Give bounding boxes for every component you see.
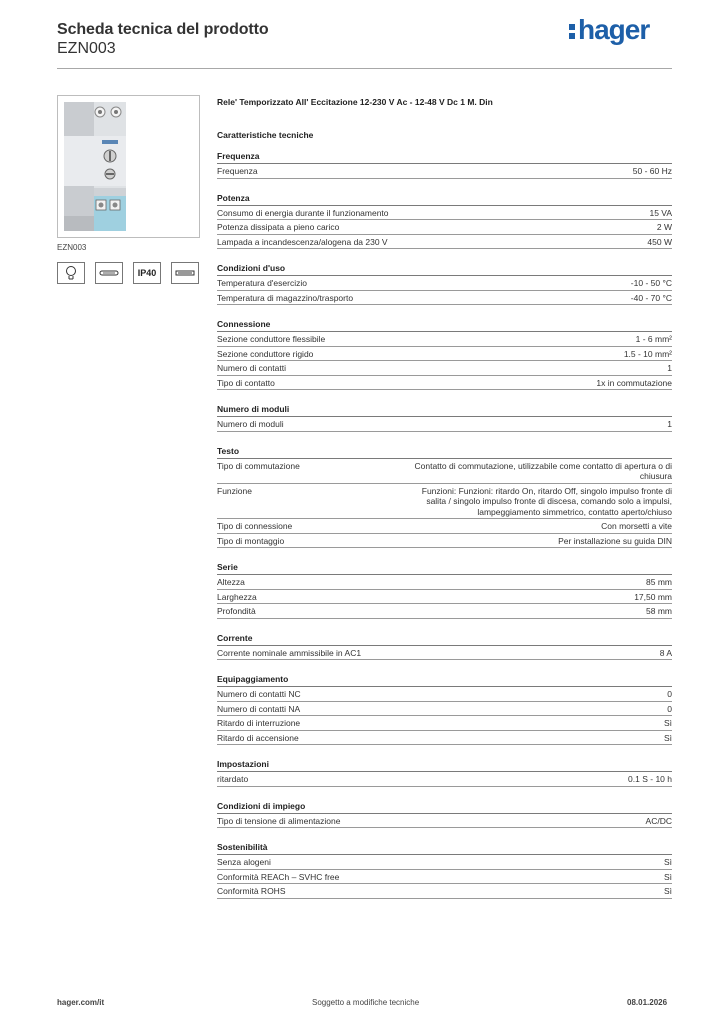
spec-label: Ritardo di accensione: [217, 732, 299, 743]
spec-label: Altezza: [217, 577, 245, 587]
spec-group-title: Condizioni di impiego: [217, 801, 672, 814]
header-divider: [57, 68, 672, 69]
spec-label: Temperatura di magazzino/trasporto: [217, 292, 354, 303]
spec-label: Senza alogeni: [217, 857, 271, 867]
spec-label: Lampada a incandescenza/alogena da 230 V: [217, 236, 388, 247]
spec-value: 1: [667, 419, 672, 429]
spec-row: [217, 534, 672, 549]
spec-value: 50 - 60 Hz: [632, 166, 672, 176]
footer-date: 08.01.2026: [627, 998, 668, 1007]
spec-label: Sezione conduttore flessibile: [217, 334, 326, 344]
spec-group: [217, 263, 672, 305]
footer-disclaimer: Soggetto a modifiche tecniche: [312, 998, 420, 1007]
lamp-icon: [57, 262, 85, 284]
product-description: Rele' Temporizzato All' Eccitazione 12-230 V Ac - 12-48 V Dc 1 M. Din: [217, 97, 493, 107]
spec-row: [217, 575, 672, 590]
spec-label: Tipo di commutazione: [217, 460, 300, 471]
spec-row: [217, 604, 672, 619]
ip-rating-badge: IP40: [133, 262, 161, 284]
hager-logo: [569, 14, 649, 46]
spec-group-title: Condizioni d'uso: [217, 263, 672, 276]
spec-label: Sezione conduttore rigido: [217, 348, 314, 359]
spec-group: [217, 193, 672, 250]
spec-row: [217, 332, 672, 347]
photo-caption: EZN003: [57, 243, 87, 252]
spec-label: Numero di contatti: [217, 363, 286, 373]
spec-group: [217, 674, 672, 745]
spec-value: Per installazione su guida DIN: [558, 535, 672, 546]
spec-value: Contatto di commutazione, utilizzabile come contatto di apertura o di chiusura: [414, 460, 672, 481]
spec-label: Tipo di contatto: [217, 377, 275, 388]
spec-group-title: Frequenza: [217, 151, 672, 164]
spec-label: Consumo di energia durante il funzionamento: [217, 207, 389, 218]
spec-value: -10 - 50 °C: [630, 278, 672, 288]
spec-row: [217, 347, 672, 362]
spec-group: [217, 842, 672, 899]
spec-row: [217, 855, 672, 870]
spec-row: [217, 772, 672, 787]
spec-label: Numero di moduli: [217, 419, 284, 429]
wire-rigid-icon: [171, 262, 199, 284]
spec-row: [217, 484, 672, 520]
spec-value: Funzioni: Funzioni: ritardo On, ritardo Off, singolo impulso fronte di salita / singolo impulso fronte di discesa, comando solo a impulsi, lampeggiamento simmetrico, contatto aperto/chiuso: [421, 485, 672, 517]
spec-value: 0: [667, 689, 672, 699]
spec-label: Frequenza: [217, 166, 258, 176]
spec-label: Conformità REACh – SVHC free: [217, 871, 340, 882]
spec-group-title: Numero di moduli: [217, 404, 672, 417]
spec-group-title: Connessione: [217, 319, 672, 332]
spec-row: [217, 731, 672, 746]
spec-row: [217, 590, 672, 605]
spec-value: 1: [667, 363, 672, 373]
spec-group: [217, 562, 672, 619]
spec-label: Larghezza: [217, 591, 257, 602]
spec-row: [217, 291, 672, 306]
spec-row: [217, 276, 672, 291]
spec-row: [217, 235, 672, 250]
spec-group-title: Testo: [217, 446, 672, 459]
spec-value: 17,50 mm: [634, 591, 672, 602]
spec-label: Profondità: [217, 606, 256, 616]
spec-value: AC/DC: [645, 815, 672, 826]
spec-value: 0.1 S - 10 h: [628, 774, 672, 784]
feature-icons: [57, 262, 199, 284]
spec-value: Sì: [663, 732, 672, 743]
spec-group: [217, 633, 672, 661]
spec-group-title: Equipaggiamento: [217, 674, 672, 687]
product-photo: [57, 95, 200, 238]
spec-row: [217, 376, 672, 391]
page-title: Scheda tecnica del prodotto: [57, 21, 269, 38]
spec-value: Sì: [663, 886, 672, 896]
spec-label: Potenza dissipata a pieno carico: [217, 222, 340, 232]
logo-text: hager: [578, 14, 650, 45]
spec-value: 15 VA: [649, 207, 672, 218]
spec-row: [217, 164, 672, 179]
spec-value: 58 mm: [646, 606, 672, 616]
spec-row: [217, 206, 672, 221]
spec-value: Sì: [663, 871, 672, 882]
spec-row: [217, 814, 672, 829]
spec-value: Con morsetti a vite: [601, 521, 672, 531]
spec-value: 8 A: [659, 647, 672, 658]
spec-group-title: Serie: [217, 562, 672, 575]
spec-group-title: Potenza: [217, 193, 672, 206]
spec-group-title: Corrente: [217, 633, 672, 646]
spec-content: [217, 95, 672, 899]
spec-group-title: Impostazioni: [217, 759, 672, 772]
spec-row: [217, 417, 672, 432]
spec-value: 0: [667, 703, 672, 714]
spec-row: [217, 716, 672, 731]
logo-dots-icon: [569, 21, 575, 41]
spec-row: [217, 646, 672, 661]
spec-row: [217, 361, 672, 376]
spec-value: 85 mm: [646, 577, 672, 587]
spec-label: Tipo di montaggio: [217, 535, 285, 546]
spec-row: [217, 702, 672, 717]
spec-group-title: Sostenibilità: [217, 842, 672, 855]
spec-group: [217, 759, 672, 787]
spec-label: Numero di contatti NC: [217, 689, 301, 699]
spec-value: 2 W: [656, 222, 672, 232]
spec-group: [217, 801, 672, 829]
spec-label: ritardato: [217, 774, 249, 784]
spec-group: [217, 319, 672, 390]
spec-value: 450 W: [647, 236, 672, 247]
spec-label: Corrente nominale ammissibile in AC1: [217, 647, 362, 658]
relay-device-icon: [58, 96, 199, 237]
spec-row: [217, 519, 672, 534]
spec-group: [217, 404, 672, 432]
spec-label: Tipo di connessione: [217, 521, 293, 531]
spec-label: Temperatura d'esercizio: [217, 278, 307, 288]
section-title: Caratteristiche tecniche: [217, 130, 314, 140]
spec-groups: [217, 151, 672, 899]
spec-value: 1x in commutazione: [596, 377, 672, 388]
spec-group: [217, 446, 672, 549]
spec-value: Sì: [663, 718, 672, 728]
product-code: EZN003: [57, 40, 116, 57]
spec-label: Funzione: [217, 485, 252, 496]
spec-row: [217, 870, 672, 885]
spec-row: [217, 884, 672, 899]
spec-value: -40 - 70 °C: [630, 292, 672, 303]
spec-group: [217, 151, 672, 179]
spec-label: Tipo di tensione di alimentazione: [217, 815, 341, 826]
spec-label: Ritardo di interruzione: [217, 718, 301, 728]
spec-row: [217, 220, 672, 235]
footer-website[interactable]: hager.com/it: [57, 998, 105, 1007]
spec-value: 1 - 6 mm²: [635, 334, 672, 344]
spec-row: [217, 687, 672, 702]
wire-flexible-icon: [95, 262, 123, 284]
spec-label: Conformità ROHS: [217, 886, 286, 896]
spec-row: [217, 459, 672, 484]
spec-value: 1.5 - 10 mm²: [623, 348, 672, 359]
spec-label: Numero di contatti NA: [217, 703, 301, 714]
spec-value: Sì: [663, 857, 672, 867]
